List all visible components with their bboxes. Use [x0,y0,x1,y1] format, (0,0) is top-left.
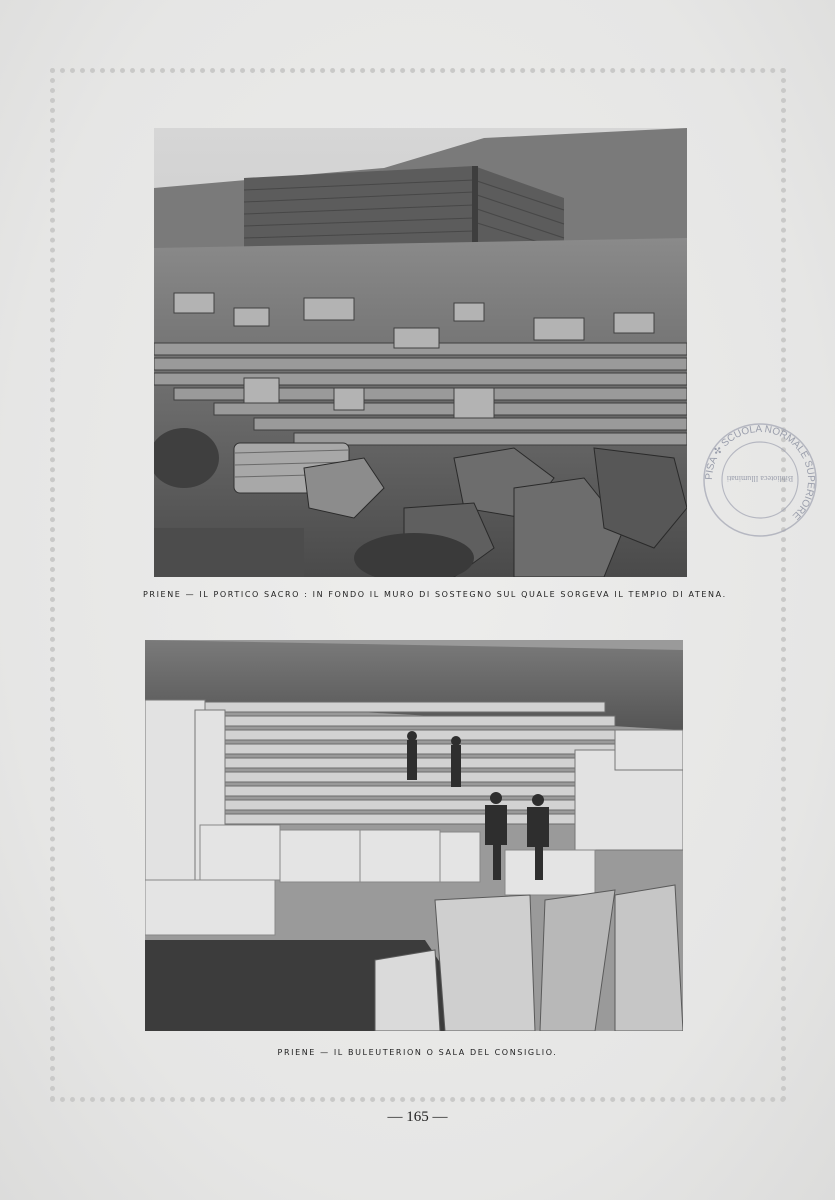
photo-portico-sacro [154,128,687,577]
page-number: — 165 — [387,1109,448,1125]
stamp-ring-text: PISA ✣ SCUOLA NORMALE SUPERIORE [703,423,817,522]
caption-buleuterion: PRIENE — IL BULEUTERION O SALA DEL CONSIGLIO. [277,1048,558,1057]
caption-portico-sacro: PRIENE — IL PORTICO SACRO : IN FONDO IL MURO DI SOSTEGNO SUL QUALE SORGEVA IL TEMPIO DI ATENA. [143,590,727,599]
stamp-inner-text: Biblioteca Illuminati [726,474,794,483]
photo-buleuterion [145,640,683,1031]
library-stamp [700,420,820,540]
svg-text:PISA ✣ SCUOLA NORMALE SUPERIOR [704,424,816,522]
